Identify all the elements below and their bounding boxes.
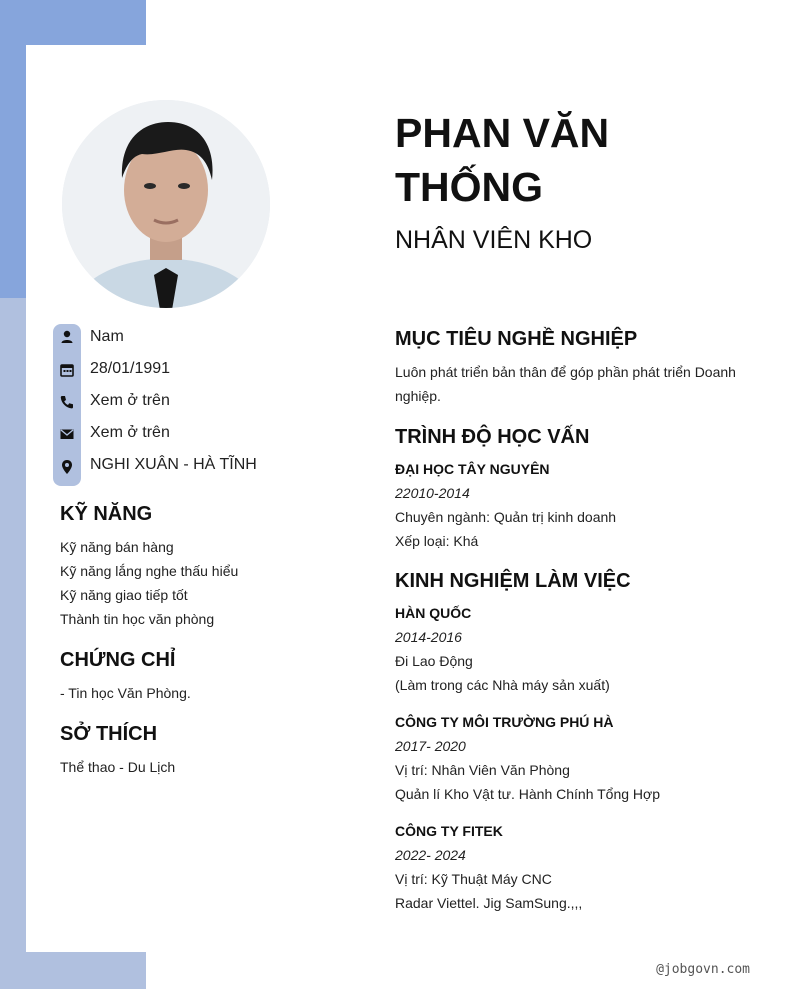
skill-item: Kỹ năng lắng nghe thấu hiểu	[60, 563, 239, 579]
job-line: Đi Lao Động	[395, 653, 473, 669]
job-period: 2022- 2024	[395, 847, 466, 863]
contact-email: Xem ở trên	[90, 424, 170, 441]
job-company: HÀN QUỐC	[395, 605, 472, 621]
job-company: CÔNG TY MÔI TRƯỜNG PHÚ HÀ	[395, 714, 614, 730]
job-period: 2014-2016	[395, 629, 462, 645]
education-line: Xếp loại: Khá	[395, 533, 479, 549]
job-line: Vị trí: Kỹ Thuật Máy CNC	[395, 871, 552, 887]
education-heading: TRÌNH ĐỘ HỌC VẤN	[395, 426, 590, 448]
hobby-item: Thể thao - Du Lịch	[60, 759, 176, 775]
hobbies-heading: SỞ THÍCH	[60, 723, 158, 745]
job-line: Radar Viettel. Jig SamSung.,,,	[395, 895, 583, 911]
candidate-name: PHAN VĂN THỐNG	[395, 110, 610, 210]
contact-birthdate: 28/01/1991	[90, 360, 171, 377]
profile-photo	[62, 100, 270, 308]
candidate-job-title: NHÂN VIÊN KHO	[395, 226, 593, 254]
certificates-heading: CHỨNG CHỈ	[60, 649, 176, 671]
contact-address: NGHI XUÂN - HÀ TĨNH	[90, 456, 257, 473]
education-line: Chuyên ngành: Quản trị kinh doanh	[395, 509, 617, 525]
skill-item: Thành tin học văn phòng	[60, 611, 215, 627]
contact-phone: Xem ở trên	[90, 392, 170, 409]
objective-heading: MỤC TIÊU NGHỀ NGHIỆP	[395, 328, 638, 350]
skill-item: Kỹ năng bán hàng	[60, 539, 174, 555]
profile-photo-illustration	[62, 100, 270, 308]
education-school: ĐẠI HỌC TÂY NGUYÊN	[395, 461, 550, 477]
phone-icon	[58, 393, 76, 411]
person-icon	[58, 328, 76, 346]
job-company: CÔNG TY FITEK	[395, 823, 503, 839]
calendar-icon	[58, 361, 76, 379]
certificate-item: - Tin học Văn Phòng.	[60, 685, 191, 701]
experience-heading: KINH NGHIỆM LÀM VIỆC	[395, 570, 631, 592]
contact-gender: Nam	[90, 328, 124, 345]
envelope-icon	[58, 425, 76, 443]
education-period: 22010-2014	[395, 485, 470, 501]
skills-heading: KỸ NĂNG	[60, 503, 153, 525]
job-line: (Làm trong các Nhà máy sản xuất)	[395, 677, 610, 693]
objective-text: Luôn phát triển bản thân để góp phần phát triển Doanh nghiệp.	[395, 364, 736, 404]
watermark: @jobgovn.com	[656, 962, 750, 977]
location-pin-icon	[58, 458, 76, 476]
skill-item: Kỹ năng giao tiếp tốt	[60, 587, 188, 603]
job-period: 2017- 2020	[395, 738, 466, 754]
job-line: Vị trí: Nhân Viên Văn Phòng	[395, 762, 570, 778]
job-line: Quản lí Kho Vật tư. Hành Chính Tổng Hợp	[395, 786, 661, 802]
